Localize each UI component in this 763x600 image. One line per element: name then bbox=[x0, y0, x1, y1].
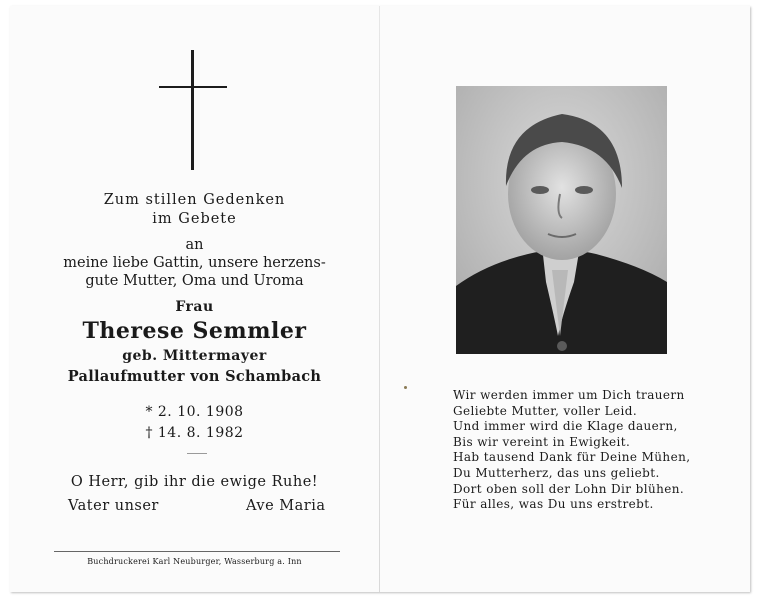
poem-line: Für alles, was Du uns erstrebt. bbox=[453, 497, 654, 512]
cross-icon bbox=[159, 50, 227, 170]
dedication-line-2: im Gebete bbox=[152, 211, 237, 227]
prayer-ave-maria: Ave Maria bbox=[246, 498, 326, 514]
dedication-line-5: gute Mutter, Oma und Uroma bbox=[85, 273, 304, 289]
right-panel bbox=[380, 6, 750, 592]
memorial-card bbox=[10, 6, 750, 592]
maiden-name: geb. Mittermayer bbox=[122, 348, 267, 364]
deceased-name: Therese Semmler bbox=[82, 318, 307, 344]
left-panel bbox=[10, 6, 379, 592]
dedication-line-4: meine liebe Gattin, unsere herzens- bbox=[63, 255, 326, 271]
death-date: † 14. 8. 1982 bbox=[145, 425, 244, 441]
printer-imprint: Buchdruckerei Karl Neuburger, Wasserburg a. Inn bbox=[87, 557, 302, 566]
poem-line: Dort oben soll der Lohn Dir blühen. bbox=[453, 481, 685, 496]
poem-line: Wir werden immer um Dich trauern bbox=[453, 388, 685, 402]
poem-line: Und immer wird die Klage dauern, bbox=[453, 419, 678, 434]
prayer-vater-unser: Vater unser bbox=[68, 498, 159, 514]
footer-rule bbox=[54, 551, 340, 552]
prayer-line: O Herr, gib ihr die ewige Ruhe! bbox=[70, 474, 319, 490]
poem-line: Hab tausend Dank für Deine Mühen, bbox=[453, 450, 691, 465]
honorific: Frau bbox=[175, 299, 214, 315]
place-of-origin: Pallaufmutter von Schambach bbox=[67, 368, 322, 385]
dedication-line-3: an bbox=[185, 237, 204, 253]
poem-line: Geliebte Mutter, voller Leid. bbox=[453, 403, 638, 418]
dedication-line-1: Zum stillen Gedenken bbox=[103, 192, 286, 208]
portrait-photo bbox=[456, 86, 667, 354]
poem-line: Du Mutterherz, das uns geliebt. bbox=[453, 465, 660, 480]
poem bbox=[453, 388, 690, 513]
poem-line: Bis wir vereint in Ewigkeit. bbox=[453, 434, 631, 449]
paper-speck bbox=[404, 386, 407, 389]
divider bbox=[187, 453, 207, 454]
birth-date: * 2. 10. 1908 bbox=[145, 404, 244, 420]
